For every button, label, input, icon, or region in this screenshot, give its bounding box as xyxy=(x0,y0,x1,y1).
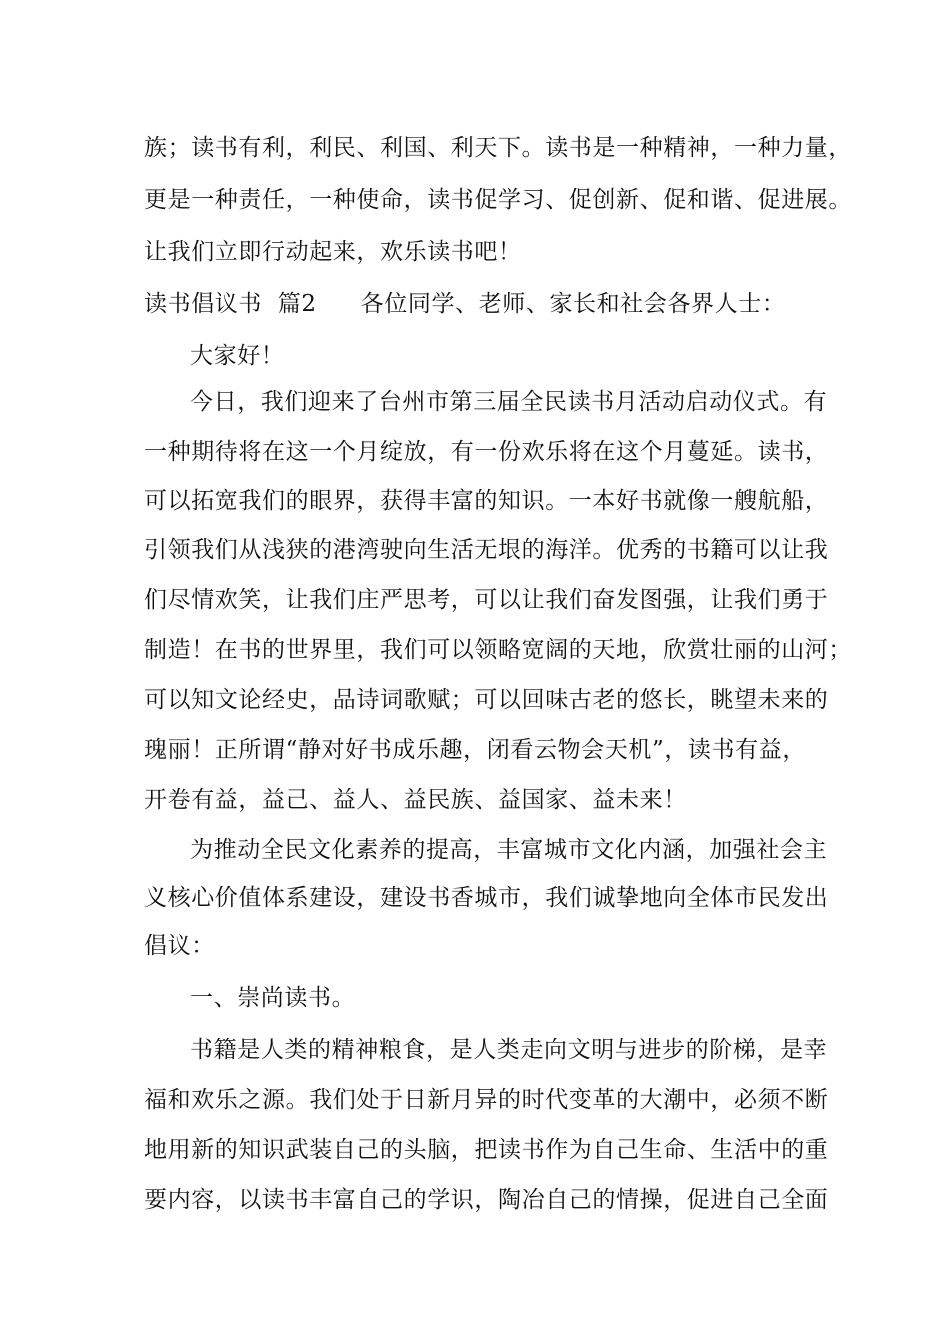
text-line: 为推动全民文化素养的提高，丰富城市文化内涵，加强社会主 xyxy=(190,837,828,863)
text-line: 今日，我们迎来了台州市第三届全民读书月活动启动仪式。有 xyxy=(190,389,828,415)
section-heading-line xyxy=(144,289,785,319)
text-line: 更是一种责任，一种使命，读书促学习、促创新、促和谐、促进展。 xyxy=(144,187,852,213)
greeting: 大家好！ xyxy=(190,343,285,369)
text-line: 制造！在书的世界里，我们可以领略宽阔的天地，欣赏壮丽的山河； xyxy=(144,637,852,663)
text-line: 福和欢乐之源。我们处于日新月异的时代变革的大潮中，必须不断 xyxy=(144,1087,829,1113)
section-heading: 一、崇尚读书。 xyxy=(190,985,356,1011)
text-line: 们尽情欢笑，让我们庄严思考，可以让我们奋发图强，让我们勇于 xyxy=(144,587,829,613)
text-line: 引领我们从浅狭的港湾驶向生活无垠的海洋。优秀的书籍可以让我 xyxy=(144,537,829,563)
text-line: 瑰丽！正所谓“静对好书成乐趣，闭看云物会天机”，读书有益， xyxy=(144,737,806,763)
text-line: 可以拓宽我们的眼界，获得丰富的知识。一本好书就像一艘航船， xyxy=(144,488,829,514)
text-line: 书籍是人类的精神粮食，是人类走向文明与进步的阶梯，是幸 xyxy=(190,1037,828,1063)
text-line: 族；读书有利，利民、利国、利天下。读书是一种精神，一种力量， xyxy=(144,135,852,161)
text-line: 倡议： xyxy=(144,933,215,959)
text-line: 义核心价值体系建设，建设书香城市，我们诚挚地向全体市民发出 xyxy=(144,885,829,911)
salutation: 各位同学、老师、家长和社会各界人士： xyxy=(360,291,786,317)
document-title: 读书倡议书 篇2 xyxy=(144,291,317,317)
text-line: 地用新的知识武装自己的头脑，把读书作为自己生命、生活中的重 xyxy=(144,1137,829,1163)
text-line: 开卷有益，益己、益人、益民族、益国家、益未来！ xyxy=(144,787,687,813)
text-line: 让我们立即行动起来，欢乐读书吧！ xyxy=(144,239,522,265)
text-line: 可以知文论经史，品诗词歌赋；可以回味古老的悠长，眺望未来的 xyxy=(144,687,829,713)
text-line: 一种期待将在这一个月绽放，有一份欢乐将在这个月蔓延。读书， xyxy=(144,439,829,465)
text-line: 要内容，以读书丰富自己的学识，陶冶自己的情操，促进自己全面 xyxy=(144,1187,829,1213)
